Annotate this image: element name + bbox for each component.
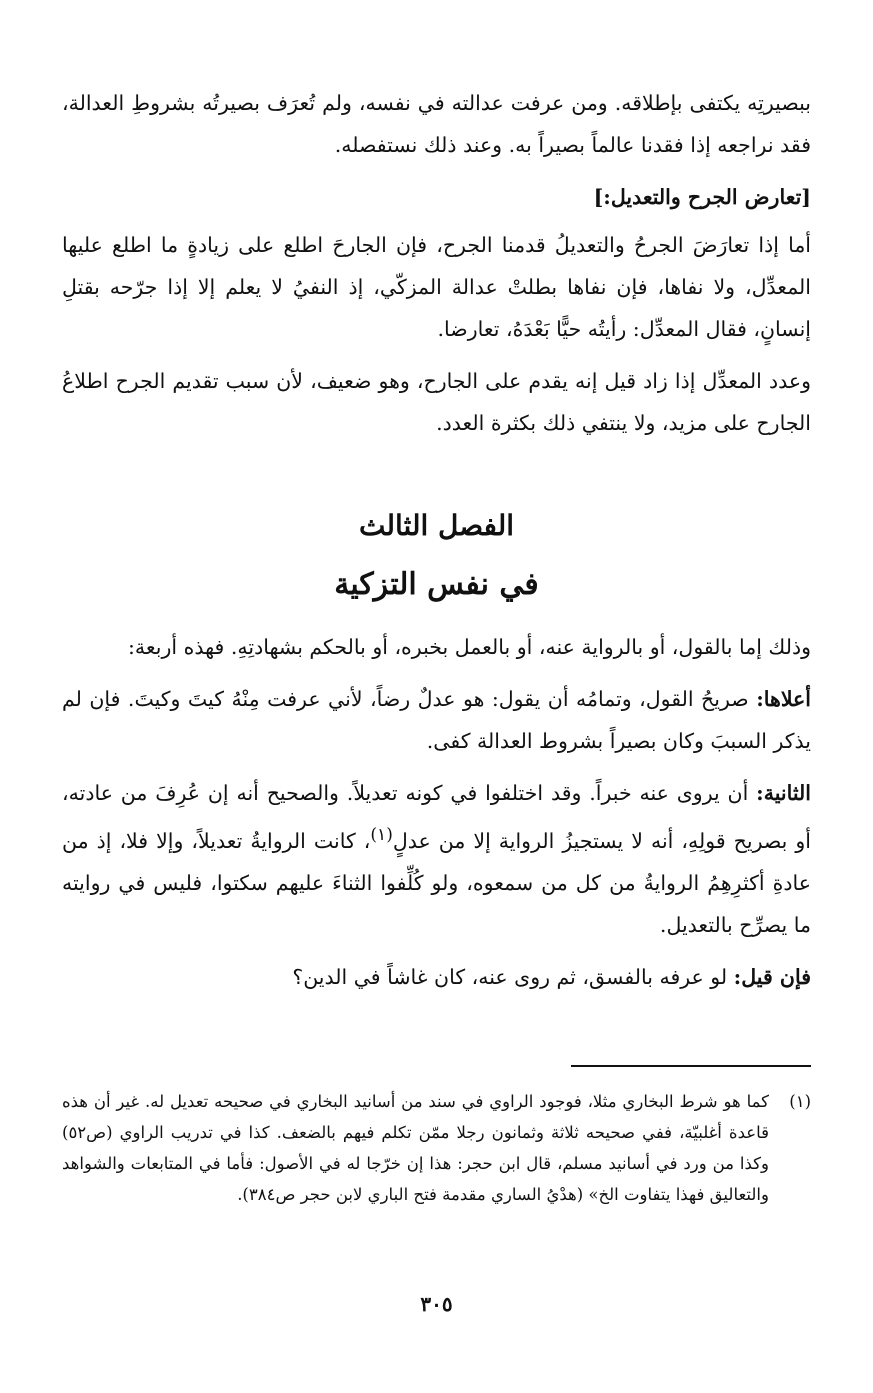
lead-word-first: أعلاها: (756, 687, 811, 711)
chapter-title: الفصل الثالث (358, 509, 515, 542)
paragraph-conflict-2: وعدد المعدِّل إذا زاد قيل إنه يقدم على الجارح، وهو ضعيف، لأن سبب تقديم الجرح اطلاعُ الجارح على مزيد، ولا ينتفي ذلك بكثرة العدد. (62, 369, 811, 435)
paragraph-conflict-1: أما إذا تعارَضَ الجرحُ والتعديلُ قدمنا الجرح، فإن الجارحَ اطلع على زيادةٍ ما اطلع عليها المعدِّل، ولا نفاها، فإن نفاها بطلتْ عدالة المزكّي، إذ النفيُ لا يعلم إلا إذا جرّحه بقتلِ إنسانٍ، فقال المعدِّل: رأيتُه حيًّا بَعْدَهُ، تعارضا. (62, 233, 811, 341)
text-objection: لو عرفه بالفسق، ثم روى عنه، كان غاشاً في الدين؟ (292, 964, 734, 989)
paragraph-tazkiya-intro: وذلك إما بالقول، أو بالرواية عنه، أو بالعمل بخبره، أو بالحكم بشهادتِهِ. فهذه أربعة: (128, 635, 811, 659)
paragraph-objection (62, 956, 811, 998)
intro-paragraph: ببصيرتِه يكتفى بإطلاقه. ومن عرفت عدالته في نفسه، ولم تُعرَف بصيرتُه بشروطِ العدالة، فقد نراجعه إذا فقدنا عالماً بصيراً به. وعند ذلك نستفصله. (62, 91, 811, 157)
lead-word-objection: فإن قيل: (733, 964, 811, 989)
paragraph-second-type (62, 772, 811, 946)
lead-word-second: الثانية: (756, 781, 811, 805)
footnotes (62, 1086, 811, 1210)
footnote-reference: (١) (370, 825, 393, 845)
footnote-number: (١) (789, 1092, 811, 1111)
footnote-1 (62, 1086, 811, 1210)
chapter-subtitle: في نفس التزكية (334, 567, 539, 602)
page-number: ٣٠٥ (420, 1292, 453, 1316)
text-second-before: أن يروى عنه خبراً. وقد اختلفوا في كونه تعديلاً. والصحيح أنه إن عُرِفَ من عادته، أو بصريح قولِهِ، أنه لا يستجيزُ الرواية إلا من عدلٍ (62, 781, 811, 853)
text-second-after: ، كانت الروايةُ تعديلاً، وإلا فلا، إذ من عادةِ أكثرِهِمُ الروايةُ من كل من سمعوه، ولو كُلِّفوا الثناءَ عليهم سكتوا، فليس في روايته ما يصرِّح بالتعديل. (62, 828, 811, 937)
page-body (62, 82, 811, 1008)
footnote-divider (571, 1065, 811, 1067)
text-first: صريحُ القول، وتمامُه أن يقول: هو عدلٌ رضاً، لأني عرفت مِنْهُ كيتَ وكيتَ. فإن لم يذكر السببَ وكان بصيراً بشروط العدالة كفى. (62, 687, 811, 753)
paragraph-first-type (62, 678, 811, 762)
section-heading-conflict: [تعارض الجرح والتعديل:] (593, 185, 811, 209)
footnote-text: كما هو شرط البخاري مثلا، فوجود الراوي في سند من أسانيد البخاري في صحيحه تعديل له. غير أن هذه قاعدة أغلبيّة، ففي صحيحه ثلاثة وثمانون رجلا ممّن تكلم فيهم بالضعف. كذا في تدريب الراوي (ص٥٢) وكذا من ورد في أسانيد مسلم، قال ابن حجر: هذا إن خرّجا له في الأصول: فأما في المتابعات والشواهد والتعاليق فهذا يتفاوت الخ» (هدْيُ الساري مقدمة فتح الباري لابن حجر ص٣٨٤). (62, 1092, 769, 1204)
